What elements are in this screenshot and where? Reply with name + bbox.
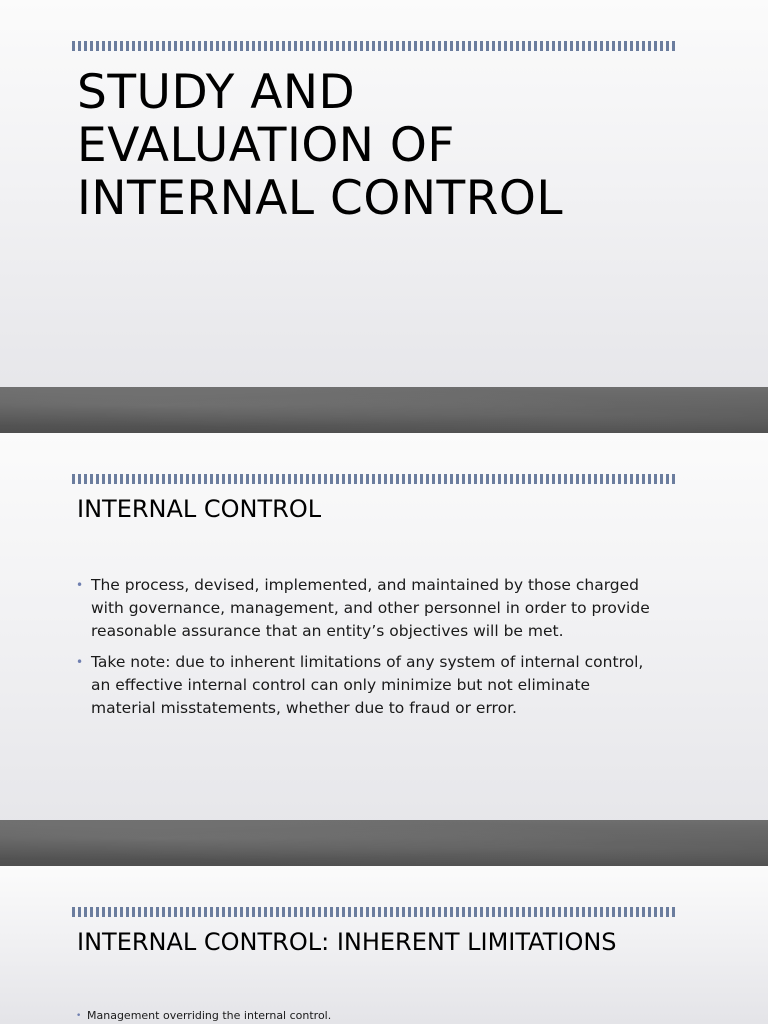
floor-band bbox=[0, 387, 768, 433]
slide-title bbox=[77, 66, 563, 225]
bullet-icon: • bbox=[76, 655, 84, 669]
bullet-item bbox=[74, 1008, 684, 1024]
slide-title: INTERNAL CONTROL: INHERENT LIMITATIONS bbox=[77, 928, 617, 956]
floor-band bbox=[0, 820, 768, 866]
bullet-line: an effective internal control can only minimize but not eliminate bbox=[91, 676, 591, 694]
decorative-stripe bbox=[72, 907, 676, 917]
bullet-icon: • bbox=[76, 1011, 82, 1021]
slide-title: INTERNAL CONTROL bbox=[77, 495, 322, 523]
title-line: INTERNAL CONTROL bbox=[77, 171, 564, 226]
bullet-list bbox=[74, 1008, 684, 1024]
decorative-stripe bbox=[72, 41, 676, 51]
bullet-list bbox=[74, 574, 684, 720]
bullet-item bbox=[74, 574, 684, 643]
decorative-stripe bbox=[72, 474, 676, 484]
title-line: STUDY AND bbox=[77, 65, 356, 120]
slide-3 bbox=[0, 866, 768, 1024]
bullet-line: Management overriding the internal control. bbox=[87, 1009, 332, 1022]
bullet-line: reasonable assurance that an entity’s objectives will be met. bbox=[91, 622, 564, 640]
bullet-line: material misstatements, whether due to fraud or error. bbox=[91, 699, 517, 717]
bullet-line: with governance, management, and other personnel in order to provide bbox=[91, 599, 650, 617]
bullet-item bbox=[74, 651, 684, 720]
bullet-line: Take note: due to inherent limitations of any system of internal control, bbox=[91, 653, 644, 671]
slide-1 bbox=[0, 0, 768, 433]
bullet-line: The process, devised, implemented, and maintained by those charged bbox=[91, 576, 640, 594]
bullet-icon: • bbox=[76, 578, 84, 592]
slide-2 bbox=[0, 433, 768, 866]
title-line: EVALUATION OF bbox=[77, 118, 455, 173]
